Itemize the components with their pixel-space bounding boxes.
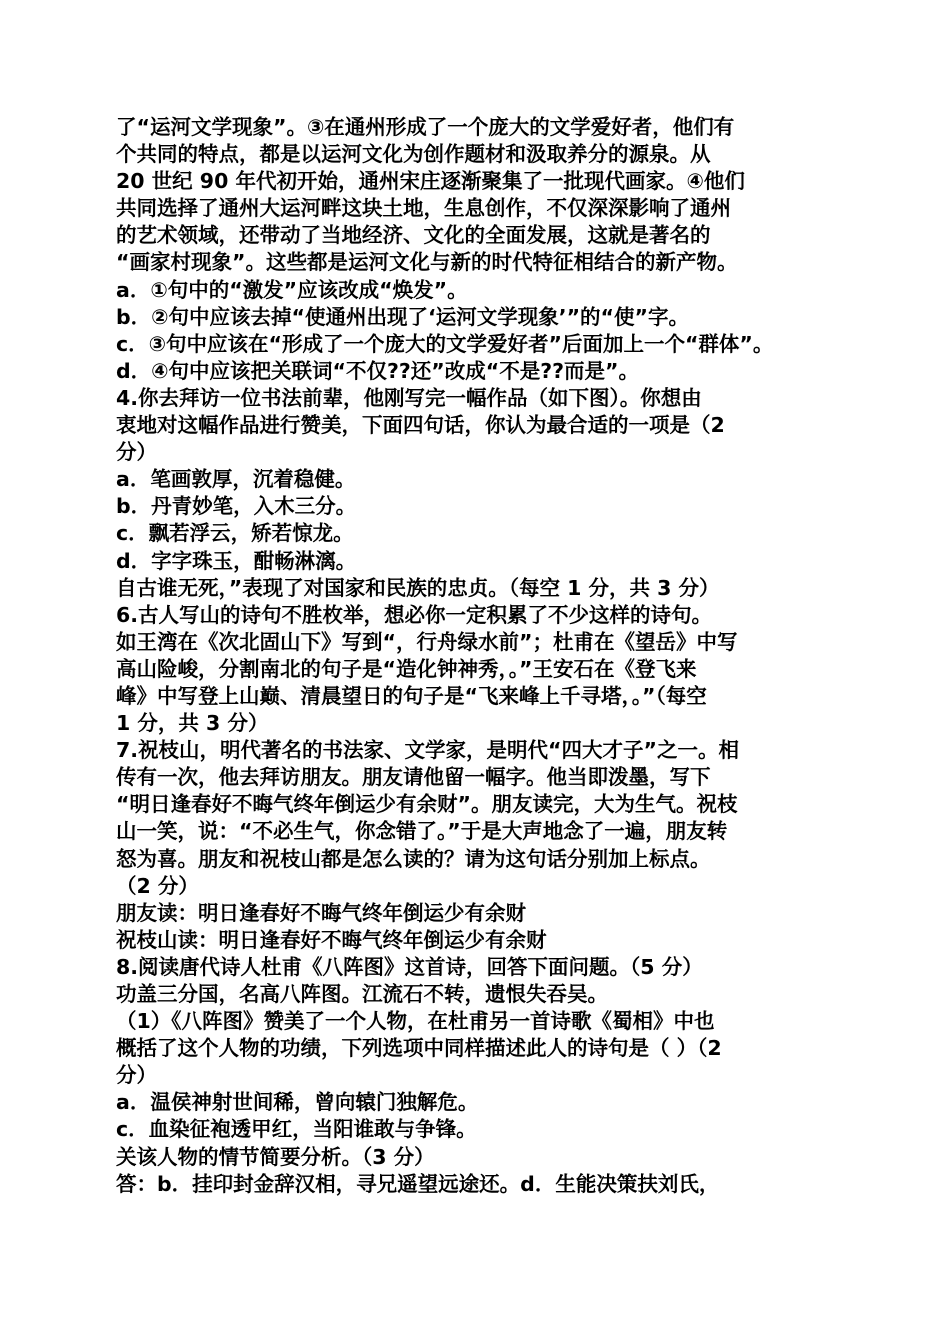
- option-line: b．②句中应该去掉“使通州出现了‘运河文学现象’”的“使”字。: [116, 304, 689, 329]
- option-line: a．笔画敦厚，沉着稳健。: [116, 467, 356, 492]
- text-line: 关该人物的情节简要分析。（3 分）: [116, 1144, 435, 1169]
- question-6-text: 1 分，共 3 分）: [116, 711, 269, 736]
- text-line: 20 世纪 90 年代初开始，通州宋庄逐渐聚集了一批现代画家。④他们: [116, 169, 745, 194]
- question-7-text: （2 分）: [116, 873, 199, 898]
- text-line: 共同选择了通州大运河畔这块土地，生息创作，不仅深深影响了通州: [116, 196, 731, 221]
- text-line: 了“运河文学现象”。③在通州形成了一个庞大的文学爱好者，他们有: [116, 115, 735, 139]
- text-line: 个共同的特点，都是以运河文化为创作题材和汲取养分的源泉。从: [116, 142, 711, 167]
- question-4-text: 4.你去拜访一位书法前辈，他刚写完一幅作品（如下图）。你想由: [116, 385, 702, 410]
- option-line: c．③句中应该在“形成了一个庞大的文学爱好者”后面加上一个“群体”。: [116, 331, 774, 356]
- option-line: d．字字珠玉，酣畅淋漓。: [116, 548, 357, 573]
- option-line: b．丹青妙笔，入木三分。: [116, 494, 357, 519]
- question-7-text: “明日逢春好不晦气终年倒运少有余财”。朋友读完，大为生气。祝枝: [116, 792, 738, 817]
- answer-line: 朋友读：明日逢春好不晦气终年倒运少有余财: [116, 900, 526, 925]
- question-6-text: 如王湾在《次北固山下》写到“，行舟绿水前”；杜甫在《望岳》中写: [116, 629, 738, 654]
- answer-line: 答：b．挂印封金辞汉相，寻兄遥望远途还。d．生能决策扶刘氏，: [116, 1171, 720, 1196]
- text-line: 的艺术领域，还带动了当地经济、文化的全面发展，这就是著名的: [116, 223, 711, 248]
- question-4-text: 衷地对这幅作品进行赞美，下面四句话，你认为最合适的一项是（2: [116, 413, 725, 438]
- question-7-text: 7.祝枝山，明代著名的书法家、文学家，是明代“四大才子”之一。相: [116, 738, 739, 763]
- option-line: a．①句中的“激发”应该改成“焕发”。: [116, 277, 468, 302]
- question-8-text: （1）《八阵图》赞美了一个人物，在杜甫另一首诗歌《蜀相》中也: [116, 1009, 715, 1034]
- question-7-text: 山一笑，说：“不必生气，你念错了。”于是大声地念了一遍，朋友转: [116, 819, 728, 844]
- question-8-text: 概括了这个人物的功绩，下列选项中同样描述此人的诗句是（ ）（2: [116, 1036, 722, 1061]
- question-4-text: 分）: [116, 440, 157, 465]
- option-line: d．④句中应该把关联词“不仅??还”改成“不是??而是”。: [116, 358, 639, 383]
- question-6-text: 峰》中写登上山巅、清晨望日的句子是“飞来峰上千寻塔，。”（每空: [116, 683, 707, 708]
- option-line: c．血染征袍透甲红，当阳谁敢与争锋。: [116, 1117, 477, 1142]
- question-8-text: 分）: [116, 1063, 157, 1088]
- question-6-text: 6.古人写山的诗句不胜枚举，想必你一定积累了不少这样的诗句。: [116, 602, 713, 627]
- option-line: a．温侯神射世间稀，曾向辕门独解危。: [116, 1090, 479, 1115]
- document-body: [116, 114, 846, 1198]
- text-line: 自古谁无死，”表现了对国家和民族的忠贞。（每空 1 分，共 3 分）: [116, 575, 720, 600]
- answer-line: 祝枝山读：明日逢春好不晦气终年倒运少有余财: [116, 927, 547, 952]
- question-7-text: 传有一次，他去拜访朋友。朋友请他留一幅字。他当即泼墨，写下: [116, 765, 711, 790]
- question-8-text: 8.阅读唐代诗人杜甫《八阵图》这首诗，回答下面问题。（5 分）: [116, 954, 703, 979]
- poem-line: 功盖三分国，名高八阵图。江流石不转，遗恨失吞吴。: [116, 982, 608, 1006]
- option-line: c．飘若浮云，矫若惊龙。: [116, 521, 354, 546]
- question-7-text: 怒为喜。朋友和祝枝山都是怎么读的？请为这句话分别加上标点。: [116, 846, 711, 871]
- text-line: “画家村现象”。这些都是运河文化与新的时代特征相结合的新产物。: [116, 250, 738, 275]
- question-6-text: 高山险峻，分割南北的句子是“造化钟神秀，。”王安石在《登飞来: [116, 656, 697, 681]
